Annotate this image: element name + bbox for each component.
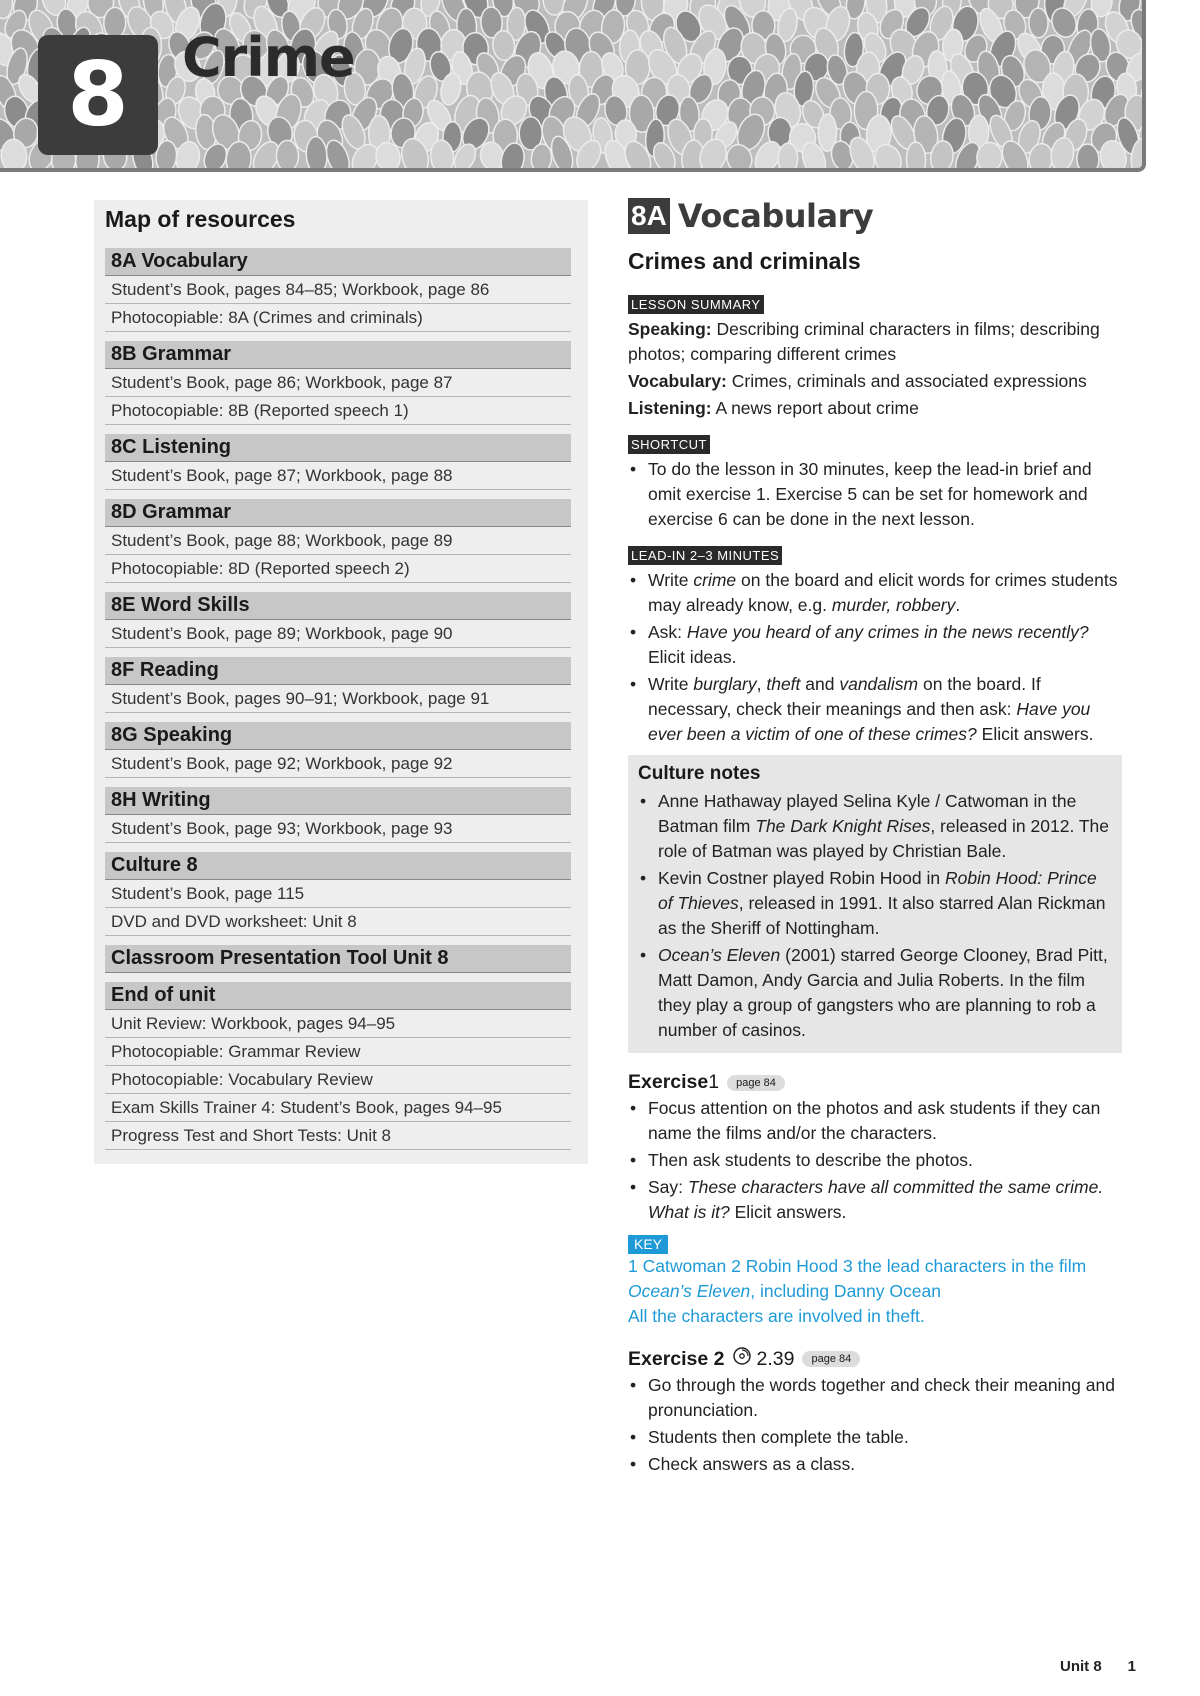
exercise-item: • Focus attention on the photos and ask students if they can name the films and/or the characters. bbox=[628, 1096, 1122, 1146]
map-section-heading: 8B Grammar bbox=[105, 341, 571, 369]
map-section-heading: Culture 8 bbox=[105, 852, 571, 880]
map-section-heading: 8D Grammar bbox=[105, 499, 571, 527]
culture-list bbox=[638, 789, 1112, 1043]
map-resource-row: Student’s Book, pages 84–85; Workbook, page 86 bbox=[105, 276, 571, 304]
culture-notes bbox=[628, 755, 1122, 1053]
unit-banner bbox=[0, 0, 1146, 172]
unit-number: 8 bbox=[38, 35, 158, 155]
exercise-1-heading: Exercise 1 page 84 bbox=[628, 1071, 1122, 1094]
audio-track: 2.39 bbox=[756, 1347, 795, 1370]
exercise-2-list bbox=[628, 1373, 1122, 1477]
map-of-resources bbox=[94, 200, 588, 1164]
map-section-heading: 8E Word Skills bbox=[105, 592, 571, 620]
map-resource-row: Photocopiable: 8A (Crimes and criminals) bbox=[105, 304, 571, 332]
footer-unit: Unit 8 bbox=[1060, 1658, 1102, 1675]
leadin-tag: LEAD-IN 2–3 MINUTES bbox=[628, 546, 782, 565]
map-resource-row: Progress Test and Short Tests: Unit 8 bbox=[105, 1122, 571, 1150]
map-section-heading: 8G Speaking bbox=[105, 722, 571, 750]
exercise-item: • Students then complete the table. bbox=[628, 1425, 1122, 1450]
map-section-heading: End of unit bbox=[105, 982, 571, 1010]
culture-title: Culture notes bbox=[638, 763, 761, 784]
map-resource-row: Student’s Book, page 93; Workbook, page 93 bbox=[105, 815, 571, 843]
exercise-2-heading: Exercise 2 2.39 page 84 bbox=[628, 1347, 1122, 1371]
map-resource-row: Photocopiable: Grammar Review bbox=[105, 1038, 571, 1066]
map-resource-row: Photocopiable: 8B (Reported speech 1) bbox=[105, 397, 571, 425]
summary-vocabulary: Vocabulary: Crimes, criminals and associated expressions bbox=[628, 371, 1087, 391]
shortcut-tag: SHORTCUT bbox=[628, 435, 710, 454]
exercise-item: • Go through the words together and check their meaning and pronunciation. bbox=[628, 1373, 1122, 1423]
map-resource-row: Student’s Book, page 115 bbox=[105, 880, 571, 908]
page-footer bbox=[1060, 1658, 1136, 1675]
map-section-heading: 8A Vocabulary bbox=[105, 248, 571, 276]
culture-item: • Anne Hathaway played Selina Kyle / Catwoman in the Batman film The Dark Knight Rises, released in 2012. The role of Batman was played by Christian Bale. bbox=[638, 789, 1112, 864]
map-resource-row: Student’s Book, page 92; Workbook, page 92 bbox=[105, 750, 571, 778]
page-number: 1 bbox=[1127, 1658, 1137, 1675]
map-resource-row: DVD and DVD worksheet: Unit 8 bbox=[105, 908, 571, 936]
map-resource-row: Student’s Book, page 89; Workbook, page 90 bbox=[105, 620, 571, 648]
shortcut-item: • To do the lesson in 30 minutes, keep the lead-in brief and omit exercise 1. Exercise 5 can be set for homework and exercise 6 can be done in the next lesson. bbox=[628, 457, 1122, 532]
leadin-item: • Ask: Have you heard of any crimes in the news recently? Elicit ideas. bbox=[628, 620, 1122, 670]
summary-speaking: Speaking: Describing criminal characters in films; describing photos; comparing different crimes bbox=[628, 319, 1100, 364]
map-resource-row: Unit Review: Workbook, pages 94–95 bbox=[105, 1010, 571, 1038]
leadin-item: • Write burglary, theft and vandalism on the board. If necessary, check their meanings and then ask: Have you ever been a victim of one of these crimes? Elicit answers. bbox=[628, 672, 1122, 747]
key-tag: KEY bbox=[628, 1235, 668, 1254]
culture-item: • Kevin Costner played Robin Hood in Robin Hood: Prince of Thieves, released in 1991. It also starred Alan Rickman as the Sheriff of Nottingham. bbox=[638, 866, 1112, 941]
map-section-heading: Classroom Presentation Tool Unit 8 bbox=[105, 945, 571, 973]
page-ref-pill: page 84 bbox=[802, 1351, 860, 1367]
key-answers: 1 Catwoman 2 Robin Hood 3 the lead characters in the film Ocean’s Eleven, including Danny Ocean bbox=[628, 1256, 1087, 1301]
exercise-item: • Then ask students to describe the photos. bbox=[628, 1148, 1122, 1173]
shortcut-list bbox=[628, 457, 1122, 532]
lesson-header bbox=[628, 196, 1122, 236]
map-resource-row: Student’s Book, page 86; Workbook, page 87 bbox=[105, 369, 571, 397]
audio-disc-icon bbox=[733, 1347, 751, 1371]
summary-listening: Listening: A news report about crime bbox=[628, 398, 919, 418]
map-title: Map of resources bbox=[105, 206, 296, 232]
map-resource-row: Photocopiable: 8D (Reported speech 2) bbox=[105, 555, 571, 583]
lesson-badge: 8A bbox=[628, 198, 670, 234]
page-ref-pill: page 84 bbox=[727, 1075, 785, 1091]
exercise-item: • Check answers as a class. bbox=[628, 1452, 1122, 1477]
map-resource-row: Student’s Book, pages 90–91; Workbook, page 91 bbox=[105, 685, 571, 713]
lesson-column bbox=[628, 196, 1122, 1479]
exercise-item: • Say: These characters have all committed the same crime. What is it? Elicit answers. bbox=[628, 1175, 1122, 1225]
map-resource-row: Student’s Book, page 87; Workbook, page 88 bbox=[105, 462, 571, 490]
lesson-subtitle: Crimes and criminals bbox=[628, 248, 861, 274]
key-note: All the characters are involved in theft. bbox=[628, 1306, 925, 1326]
lesson-summary-tag: LESSON SUMMARY bbox=[628, 295, 764, 314]
leadin-list bbox=[628, 568, 1122, 747]
lesson-title: Vocabulary bbox=[677, 197, 874, 235]
map-resource-row: Photocopiable: Vocabulary Review bbox=[105, 1066, 571, 1094]
map-resource-row: Student’s Book, page 88; Workbook, page 89 bbox=[105, 527, 571, 555]
exercise-1-list bbox=[628, 1096, 1122, 1225]
leadin-item: • Write crime on the board and elicit words for crimes students may already know, e.g. murder, robbery. bbox=[628, 568, 1122, 618]
unit-title: Crime bbox=[182, 26, 355, 89]
map-section-heading: 8F Reading bbox=[105, 657, 571, 685]
map-sections bbox=[105, 248, 571, 1150]
culture-item: • Ocean’s Eleven (2001) starred George Clooney, Brad Pitt, Matt Damon, Andy Garcia and Julia Roberts. In the film they play a group of gangsters who are planning to rob a number of casinos. bbox=[638, 943, 1112, 1043]
map-section-heading: 8H Writing bbox=[105, 787, 571, 815]
map-section-heading: 8C Listening bbox=[105, 434, 571, 462]
banner-pattern bbox=[0, 0, 1142, 168]
map-resource-row: Exam Skills Trainer 4: Student’s Book, pages 94–95 bbox=[105, 1094, 571, 1122]
